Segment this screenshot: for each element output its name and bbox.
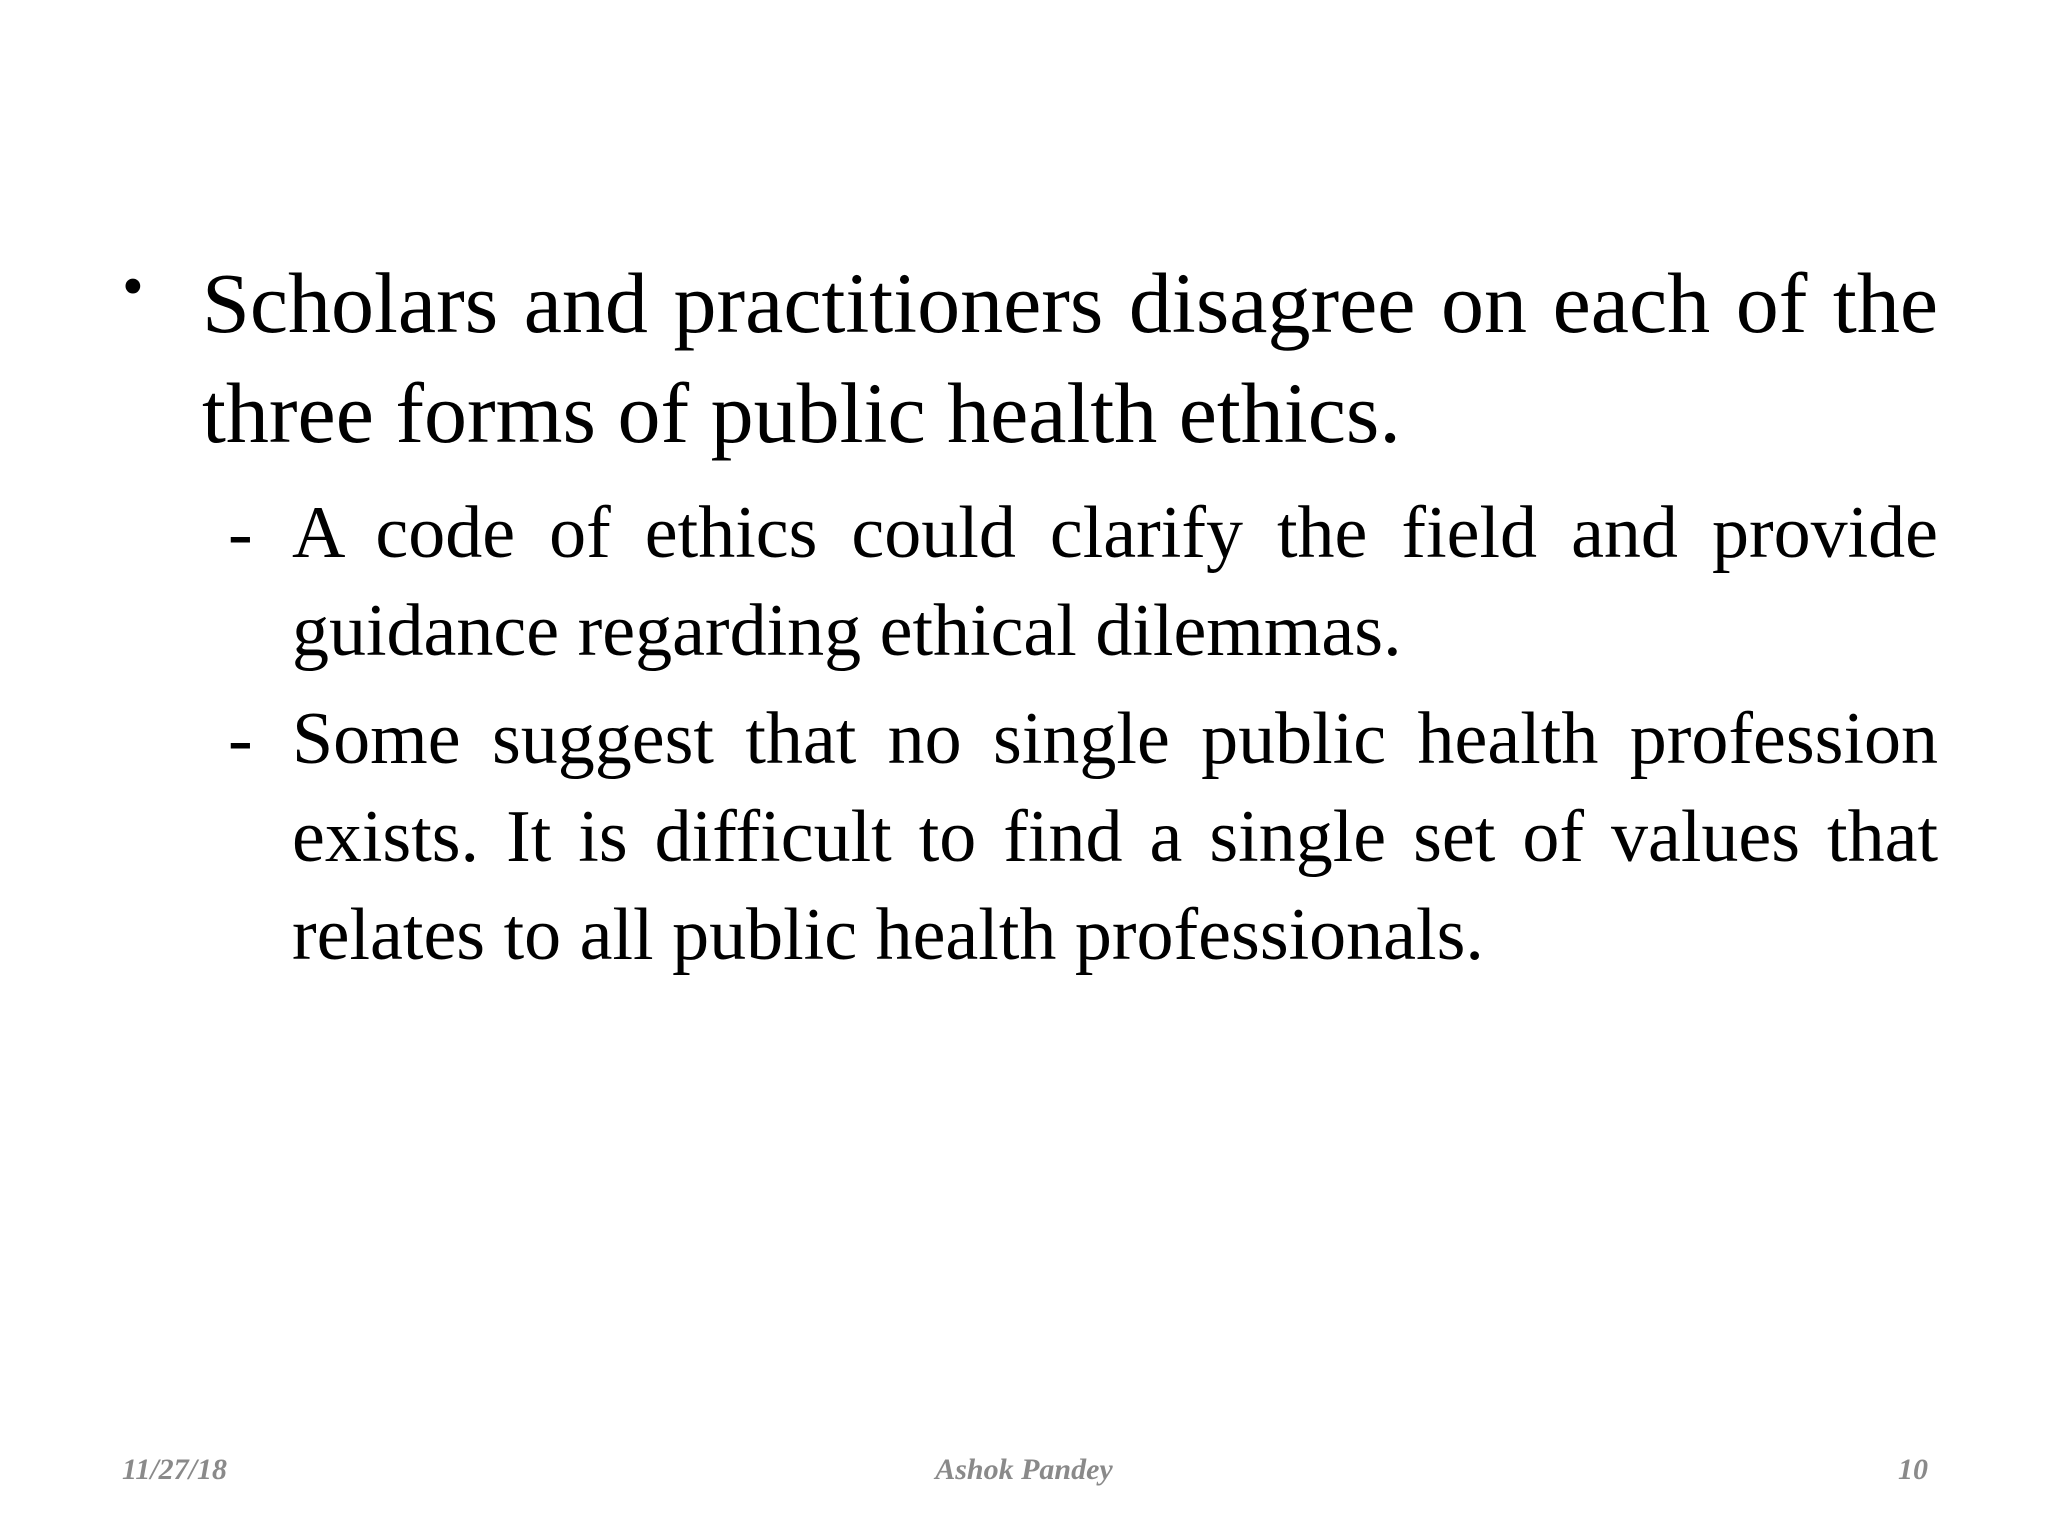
sub-item bbox=[228, 690, 1938, 984]
dash-marker: - bbox=[228, 492, 253, 574]
sub-item-text: Some suggest that no single public health profession exists. It is difficult to find a single set of values that relates to all public health professionals. bbox=[292, 698, 1938, 976]
dash-marker: - bbox=[228, 698, 253, 780]
sub-item bbox=[228, 484, 1938, 680]
main-bullet-text: Scholars and practitioners disagree on each of the three forms of public health ethics. bbox=[202, 255, 1938, 461]
main-bullet bbox=[122, 248, 1948, 468]
footer-page-number: 10 bbox=[1898, 1453, 1928, 1486]
footer-author: Ashok Pandey bbox=[935, 1453, 1113, 1486]
bullet-dot-icon: • bbox=[122, 253, 144, 321]
footer-date: 11/27/18 bbox=[122, 1453, 228, 1486]
sub-item-text: A code of ethics could clarify the field and provide guidance regarding ethical dilemmas. bbox=[292, 492, 1938, 672]
